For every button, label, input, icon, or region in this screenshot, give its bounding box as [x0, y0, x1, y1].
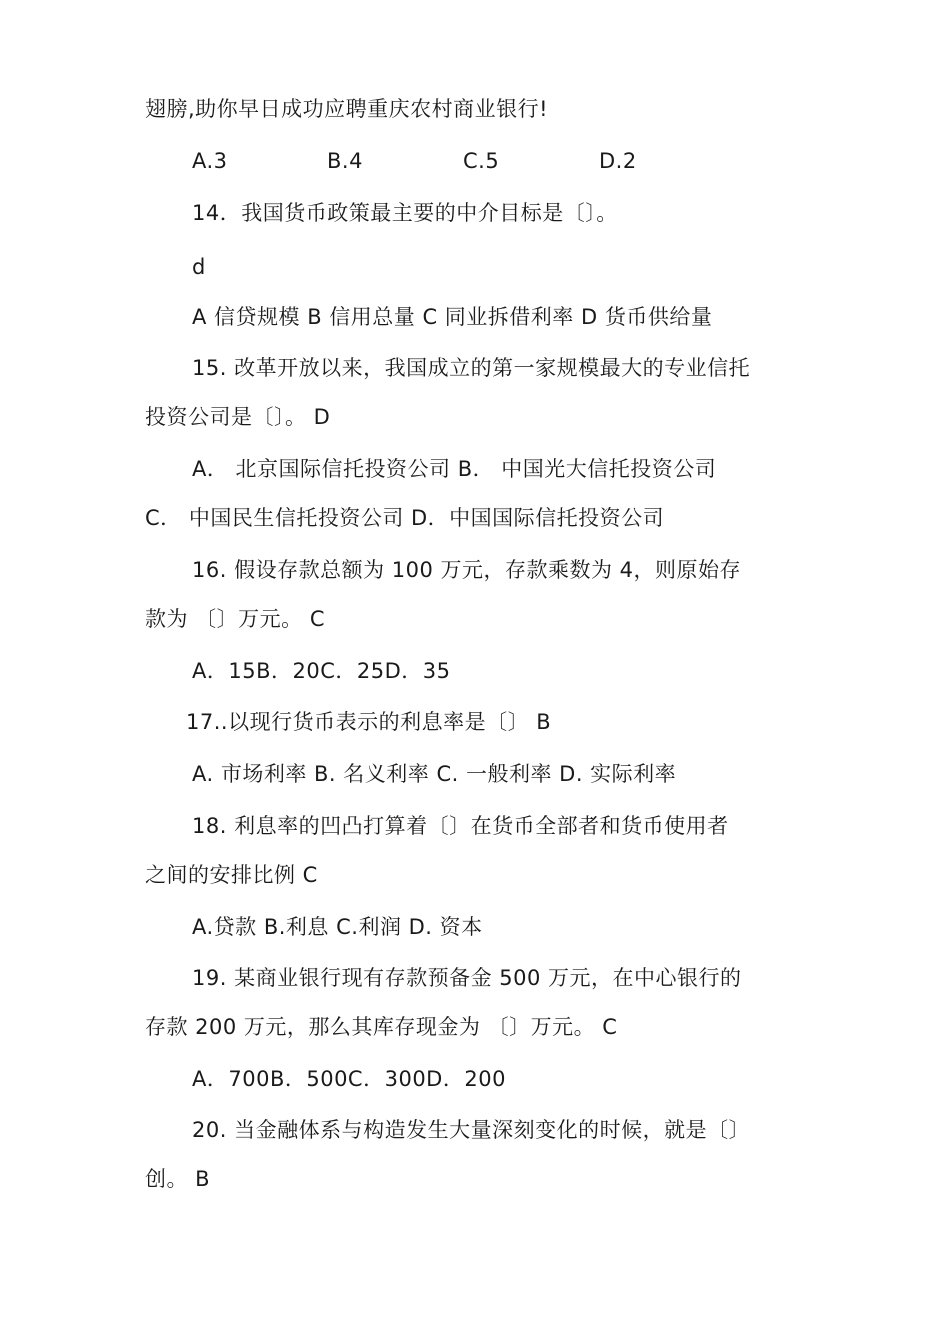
- q19-question: 19. 某商业银行现有存款预备金 500 万元，在中心银行的: [192, 966, 742, 990]
- q14-answer: d: [192, 255, 206, 279]
- q17-options: A. 市场利率 B. 名义利率 C. 一般利率 D. 实际利率: [192, 762, 677, 786]
- q16-question: 16. 假设存款总额为 100 万元，存款乘数为 4，则原始存: [192, 558, 742, 582]
- q18-question-cont: 之间的安排比例 C: [145, 863, 318, 887]
- q15-question-cont: 投资公司是〔〕。 D: [145, 405, 331, 429]
- q15-options-cd: C． 中国民生信托投资公司 D．中国国际信托投资公司: [145, 506, 665, 530]
- q17-question: 17..以现行货币表示的利息率是〔〕 B: [186, 710, 552, 734]
- q15-options-ab: A． 北京国际信托投资公司 B． 中国光大信托投资公司: [192, 457, 717, 481]
- q13-options: [192, 147, 692, 175]
- q19-options: A．700B．500C．300D．200: [192, 1067, 506, 1091]
- q16-question-cont: 款为 〔〕万元。 C: [145, 607, 326, 631]
- q13-option-c: C.5: [463, 149, 500, 173]
- q13-option-d: D.2: [599, 149, 637, 173]
- q15-question: 15. 改革开放以来，我国成立的第一家规模最大的专业信托: [192, 356, 751, 380]
- q20-question-cont: 创。 B: [145, 1167, 211, 1191]
- q19-question-cont: 存款 200 万元，那么其库存现金为 〔〕万元。 C: [145, 1015, 618, 1039]
- text-line-continuation: 翅膀,助你早日成功应聘重庆农村商业银行!: [145, 97, 549, 121]
- q13-option-b: B.4: [327, 149, 363, 173]
- q16-options: A．15B．20C．25D．35: [192, 659, 451, 683]
- q18-options: A.贷款 B.利息 C.利润 D. 资本: [192, 915, 483, 939]
- q18-question: 18. 利息率的凹凸打算着〔〕在货币全部者和货币使用者: [192, 814, 729, 838]
- q14-options: A 信贷规模 B 信用总量 C 同业拆借利率 D 货币供给量: [192, 305, 713, 329]
- q13-option-a: A.3: [192, 149, 228, 173]
- q20-question: 20. 当金融体系与构造发生大量深刻变化的时候，就是〔〕: [192, 1118, 751, 1142]
- q14-question: 14．我国货币政策最主要的中介目标是〔〕。: [192, 201, 618, 225]
